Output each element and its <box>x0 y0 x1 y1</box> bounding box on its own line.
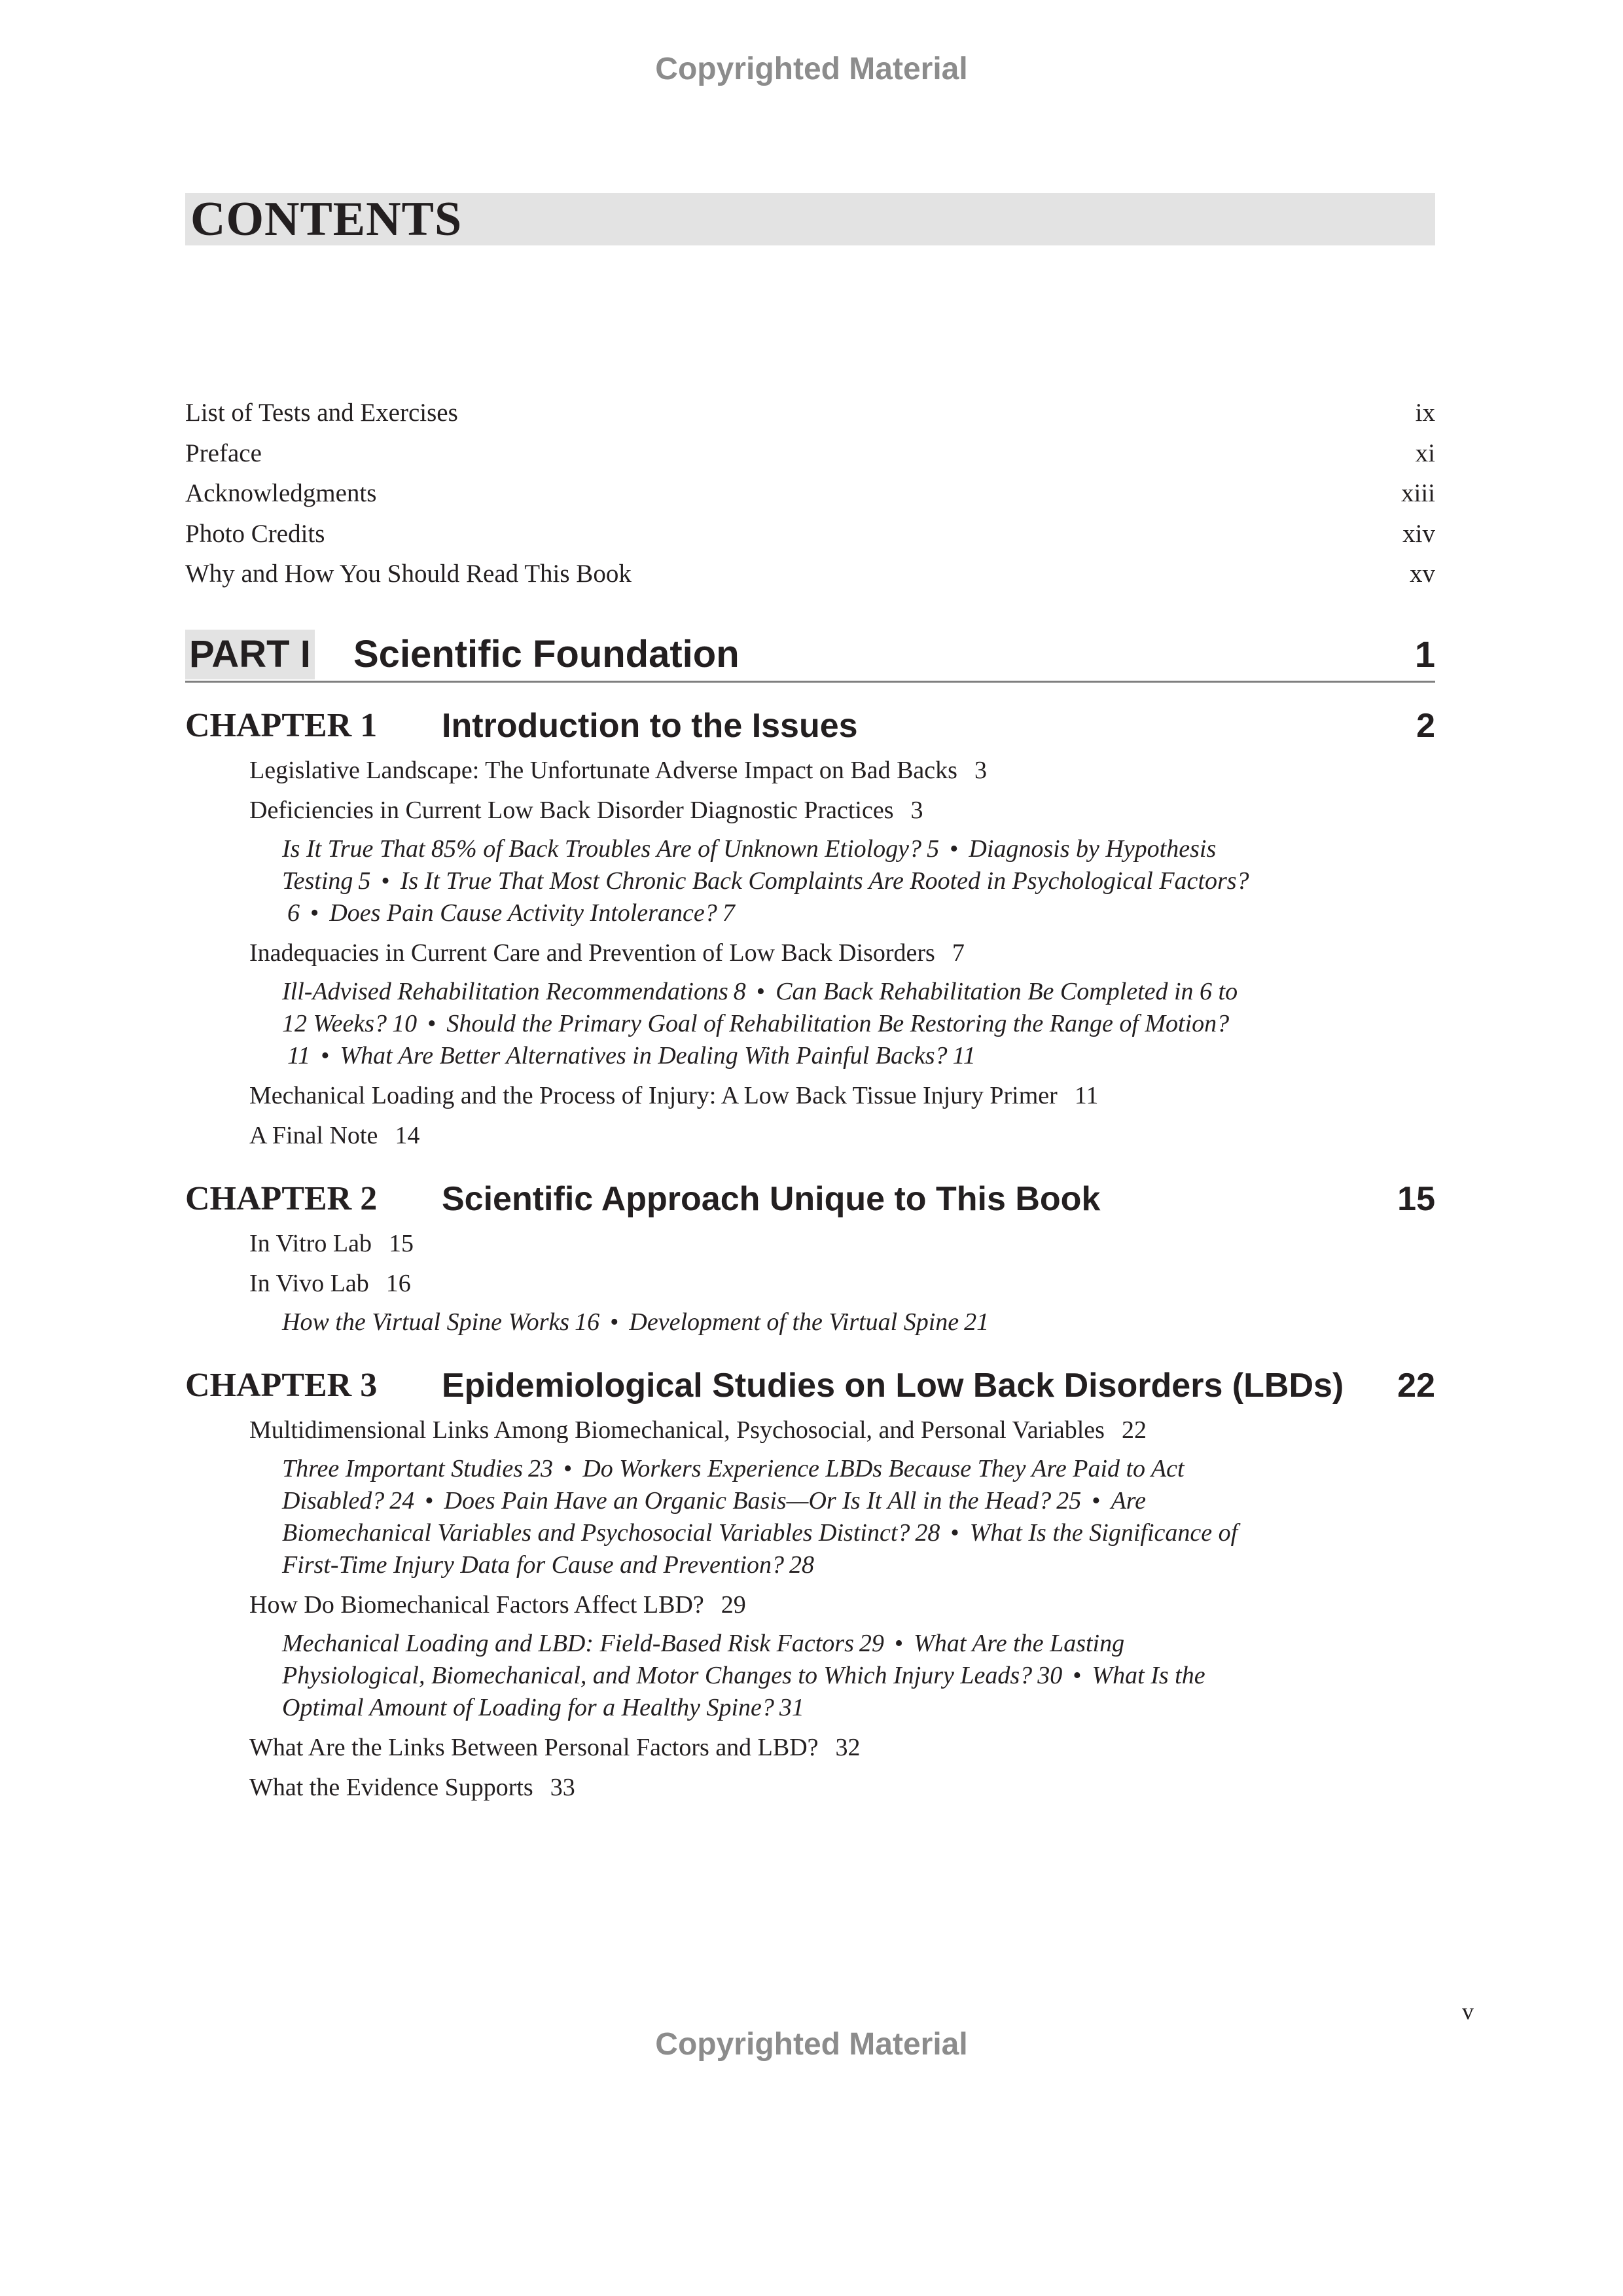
front-matter-item[interactable] <box>185 393 1435 433</box>
subsection-title[interactable]: Diagnosis by Hypothesis Testing <box>282 834 1217 895</box>
section-title: Multidimensional Links Among Biomechanical, Psychosocial, and Personal Variables <box>249 1416 1105 1444</box>
subsection-title[interactable]: Is It True That 85% of Back Troubles Are of Unknown Etiology? <box>282 834 922 863</box>
chapter-page: 2 <box>1416 706 1435 745</box>
subsection-title[interactable]: Development of the Virtual Spine <box>629 1308 959 1336</box>
bullet-separator: • <box>321 1041 330 1069</box>
section-page: 14 <box>395 1121 420 1149</box>
section-page: 15 <box>388 1229 414 1257</box>
section-page: 3 <box>910 796 923 824</box>
toc <box>185 393 1435 1808</box>
section-page: 32 <box>835 1733 861 1761</box>
subsection-page: 31 <box>779 1693 804 1721</box>
subsection-title[interactable]: What Are Better Alternatives in Dealing With Painful Backs? <box>340 1041 948 1069</box>
page-number: v <box>1462 1998 1474 2024</box>
section-entry[interactable] <box>249 1076 1435 1116</box>
chapter-title: Introduction to the Issues <box>442 706 858 745</box>
subsection-page: 21 <box>964 1308 990 1336</box>
section-entry[interactable] <box>249 1728 1435 1768</box>
section-entry[interactable] <box>249 1264 1435 1304</box>
front-matter-title: Acknowledgments <box>185 479 377 507</box>
section-page: 29 <box>721 1590 746 1619</box>
subsection-title[interactable]: Should the Primary Goal of Rehabilitation Be Restoring the Range of Motion? <box>446 1009 1230 1037</box>
subsection-page: 5 <box>927 834 940 863</box>
part-page: 1 <box>1414 633 1435 675</box>
subsection-list <box>282 1625 1251 1728</box>
bullet-separator: • <box>381 867 390 895</box>
bullet-separator: • <box>756 977 766 1005</box>
section-page: 3 <box>974 756 987 784</box>
subsection-list <box>282 1304 1251 1342</box>
subsection-list <box>282 1450 1251 1585</box>
front-matter-list <box>185 393 1435 594</box>
bullet-separator: • <box>425 1486 434 1515</box>
watermark-bottom: Copyrighted Material <box>655 2027 968 2062</box>
chapter-heading[interactable] <box>185 1174 1435 1224</box>
subsection-page: 28 <box>915 1518 940 1547</box>
section-entry[interactable] <box>249 791 1435 831</box>
subsection-title[interactable]: Three Important Studies <box>282 1454 524 1482</box>
section-entry[interactable] <box>249 1224 1435 1264</box>
part-heading[interactable] <box>185 627 1435 683</box>
subsection-page: 24 <box>389 1486 415 1515</box>
section-title: How Do Biomechanical Factors Affect LBD? <box>249 1590 704 1619</box>
section-title: Mechanical Loading and the Process of Injury: A Low Back Tissue Injury Primer <box>249 1081 1058 1109</box>
subsection-page: 28 <box>789 1551 814 1579</box>
section-page: 11 <box>1074 1081 1099 1109</box>
front-matter-page: xiii <box>1400 479 1435 507</box>
subsection-page: 7 <box>722 899 735 927</box>
subsection-page: 10 <box>392 1009 418 1037</box>
front-matter-page: xi <box>1415 439 1435 467</box>
subsection-list <box>282 831 1251 933</box>
front-matter-page: xv <box>1410 560 1435 588</box>
section-page: 16 <box>385 1269 411 1297</box>
subsection-title[interactable]: Can Back Rehabilitation Be Completed in 6 to 12 Weeks? <box>282 977 1238 1037</box>
section-page: 33 <box>550 1773 575 1801</box>
section-title: In Vitro Lab <box>249 1229 372 1257</box>
front-matter-item[interactable] <box>185 554 1435 594</box>
front-matter-item[interactable] <box>185 514 1435 554</box>
front-matter-item[interactable] <box>185 473 1435 514</box>
chapter-title: Epidemiological Studies on Low Back Disorders (LBDs) <box>442 1366 1344 1405</box>
section-page: 7 <box>952 939 965 967</box>
section-title: Legislative Landscape: The Unfortunate Adverse Impact on Bad Backs <box>249 756 957 784</box>
section-title: Inadequacies in Current Care and Prevention of Low Back Disorders <box>249 939 935 967</box>
chapter-3 <box>185 1361 1435 1808</box>
part-label: PART I <box>185 630 315 679</box>
front-matter-page: xiv <box>1402 519 1435 548</box>
bullet-separator: • <box>427 1009 437 1037</box>
chapter-label: CHAPTER 3 <box>185 1366 378 1404</box>
bullet-separator: • <box>950 834 959 863</box>
section-title: What Are the Links Between Personal Factors and LBD? <box>249 1733 819 1761</box>
subsection-title[interactable]: Does Pain Cause Activity Intolerance? <box>329 899 717 927</box>
section-entry[interactable] <box>249 1585 1435 1625</box>
contents-title-bar <box>185 193 1435 245</box>
chapter-heading[interactable] <box>185 701 1435 751</box>
subsection-page: 11 <box>952 1041 976 1069</box>
chapter-heading[interactable] <box>185 1361 1435 1410</box>
front-matter-title: Photo Credits <box>185 519 325 548</box>
bullet-separator: • <box>310 899 319 927</box>
front-matter-title: Why and How You Should Read This Book <box>185 560 632 588</box>
subsection-page: 16 <box>575 1308 600 1336</box>
chapter-label: CHAPTER 1 <box>185 706 378 744</box>
bullet-separator: • <box>563 1454 573 1482</box>
page-title: CONTENTS <box>190 192 463 246</box>
subsection-page: 29 <box>859 1629 884 1657</box>
section-page: 22 <box>1121 1416 1147 1444</box>
front-matter-item[interactable] <box>185 433 1435 474</box>
front-matter-title: Preface <box>185 439 262 467</box>
subsection-page: 25 <box>1056 1486 1082 1515</box>
bullet-separator: • <box>610 1308 619 1336</box>
subsection-page: 5 <box>358 867 371 895</box>
chapter-page: 22 <box>1397 1366 1435 1405</box>
section-entry[interactable] <box>249 933 1435 973</box>
subsection-title[interactable]: What Are the Lasting Physiological, Biomechanical, and Motor Changes to Which Injury Leads? <box>282 1629 1125 1689</box>
subsection-page: 11 <box>287 1041 311 1069</box>
subsection-title[interactable]: How the Virtual Spine Works <box>282 1308 570 1336</box>
subsection-title[interactable]: What Is the Significance of First-Time Injury Data for Cause and Prevention? <box>282 1518 1238 1579</box>
section-entry[interactable] <box>249 1116 1435 1156</box>
subsection-page: 8 <box>733 977 746 1005</box>
bullet-separator: • <box>1073 1661 1082 1689</box>
front-matter-title: List of Tests and Exercises <box>185 399 458 427</box>
part-title: Scientific Foundation <box>353 632 740 675</box>
subsection-page: 23 <box>528 1454 554 1482</box>
subsection-title[interactable]: Ill-Advised Rehabilitation Recommendations <box>282 977 728 1005</box>
bullet-separator: • <box>950 1518 959 1547</box>
chapter-1 <box>185 701 1435 1156</box>
watermark-top: Copyrighted Material <box>655 52 968 86</box>
bullet-separator: • <box>894 1629 904 1657</box>
section-entry[interactable] <box>249 1768 1435 1808</box>
section-title: What the Evidence Supports <box>249 1773 533 1801</box>
front-matter-page: ix <box>1415 399 1435 427</box>
section-entry[interactable] <box>249 751 1435 791</box>
section-title: A Final Note <box>249 1121 378 1149</box>
section-title: Deficiencies in Current Low Back Disorder Diagnostic Practices <box>249 796 894 824</box>
subsection-title[interactable]: Mechanical Loading and LBD: Field-Based Risk Factors <box>282 1629 854 1657</box>
subsection-title[interactable]: Are Biomechanical Variables and Psychosocial Variables Distinct? <box>282 1486 1147 1547</box>
section-title: In Vivo Lab <box>249 1269 369 1297</box>
subsection-title[interactable]: What Is the Optimal Amount of Loading for a Healthy Spine? <box>282 1661 1205 1721</box>
subsection-page: 6 <box>287 899 300 927</box>
chapter-title: Scientific Approach Unique to This Book <box>442 1179 1101 1218</box>
subsection-title[interactable]: Is It True That Most Chronic Back Complaints Are Rooted in Psychological Factors? <box>400 867 1249 895</box>
chapter-2 <box>185 1174 1435 1342</box>
subsection-title[interactable]: Does Pain Have an Organic Basis—Or Is It All in the Head? <box>444 1486 1052 1515</box>
subsection-page: 30 <box>1037 1661 1063 1689</box>
section-entry[interactable] <box>249 1410 1435 1450</box>
subsection-title[interactable]: Do Workers Experience LBDs Because They Are Paid to Act Disabled? <box>282 1454 1185 1515</box>
chapter-page: 15 <box>1397 1179 1435 1218</box>
bullet-separator: • <box>1092 1486 1101 1515</box>
subsection-list <box>282 973 1251 1076</box>
chapter-label: CHAPTER 2 <box>185 1179 378 1217</box>
